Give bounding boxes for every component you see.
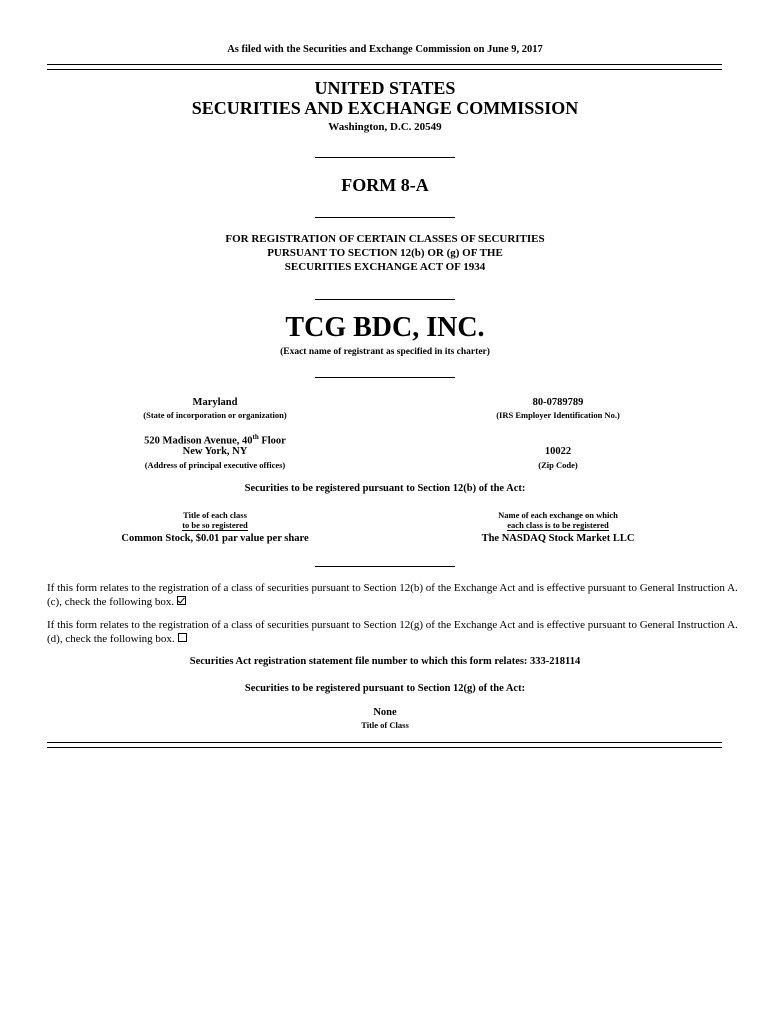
checkbox-12g[interactable] bbox=[178, 633, 187, 642]
section-12g-heading: Securities to be registered pursuant to Section 12(g) of the Act: bbox=[244, 683, 526, 694]
table-col2-header bbox=[438, 510, 678, 531]
divider-2 bbox=[315, 217, 455, 218]
agency-line2: SECURITIES AND EXCHANGE COMMISSION bbox=[191, 98, 579, 118]
zip-caption: (Zip Code) bbox=[538, 460, 578, 470]
bottom-rule-thick bbox=[47, 742, 722, 743]
registrant-name: TCG BDC, INC. bbox=[285, 312, 485, 343]
para-12g bbox=[47, 618, 738, 646]
address-caption: (Address of principal executive offices) bbox=[144, 460, 286, 470]
file-number-line: Securities Act registration statement file number to which this form relates: 333-218114 bbox=[189, 656, 581, 667]
table-col2-header-line1: Name of each exchange on which bbox=[498, 510, 618, 520]
address-city: New York, NY bbox=[182, 446, 248, 457]
agency-line1: UNITED STATES bbox=[314, 78, 456, 98]
table-row1-col2: The NASDAQ Stock Market LLC bbox=[481, 533, 635, 544]
registration-line3: SECURITIES EXCHANGE ACT OF 1934 bbox=[284, 261, 486, 273]
divider-4 bbox=[315, 377, 455, 378]
divider-1 bbox=[315, 157, 455, 158]
table-col1-header-line2: to be so registered bbox=[182, 520, 248, 530]
address-street: 520 Madison Avenue, 40th Floor bbox=[144, 433, 286, 447]
divider-3 bbox=[315, 299, 455, 300]
registration-line1: FOR REGISTRATION OF CERTAIN CLASSES OF SECURITIES bbox=[225, 233, 545, 245]
top-rule-thin bbox=[47, 69, 722, 70]
para-12b-line1: If this form relates to the registration of a class of securities pursuant to Section 12(b) of the Exchange Act and is effective pursuant to General Instruction A. bbox=[47, 582, 738, 594]
table-col1-header bbox=[95, 510, 335, 531]
section-12g-value: None bbox=[373, 707, 397, 718]
filing-note: As filed with the Securities and Exchange Commission on June 9, 2017 bbox=[227, 44, 543, 55]
registration-line2: PURSUANT TO SECTION 12(b) OR (g) OF THE bbox=[267, 247, 503, 259]
section-12g-caption: Title of Class bbox=[361, 720, 409, 730]
table-row1-col1: Common Stock, $0.01 par value per share bbox=[121, 533, 309, 544]
bottom-rule-thin bbox=[47, 747, 722, 748]
zip-value: 10022 bbox=[544, 446, 572, 457]
checkbox-12b[interactable] bbox=[177, 596, 186, 605]
state-caption: (State of incorporation or organization) bbox=[143, 410, 287, 420]
para-12g-line1: If this form relates to the registration of a class of securities pursuant to Section 12(g) of the Exchange Act and is effective pursuant to General Instruction A. bbox=[47, 619, 738, 631]
section-12b-heading: Securities to be registered pursuant to Section 12(b) of the Act: bbox=[244, 483, 526, 494]
divider-5 bbox=[315, 566, 455, 567]
para-12b bbox=[47, 581, 738, 609]
form-title: FORM 8-A bbox=[341, 175, 429, 195]
para-12b-line2: (c), check the following box. bbox=[47, 596, 175, 608]
state-value: Maryland bbox=[192, 397, 238, 408]
para-12g-line2: (d), check the following box. bbox=[47, 633, 175, 645]
registrant-name-caption: (Exact name of registrant as specified in its charter) bbox=[280, 347, 490, 357]
table-col1-header-line1: Title of each class bbox=[183, 510, 247, 520]
table-col2-header-line2: each class is to be registered bbox=[507, 520, 609, 530]
top-rule-thick bbox=[47, 64, 722, 65]
irs-value: 80-0789789 bbox=[532, 397, 584, 408]
agency-address: Washington, D.C. 20549 bbox=[328, 121, 442, 133]
irs-caption: (IRS Employer Identification No.) bbox=[496, 410, 620, 420]
